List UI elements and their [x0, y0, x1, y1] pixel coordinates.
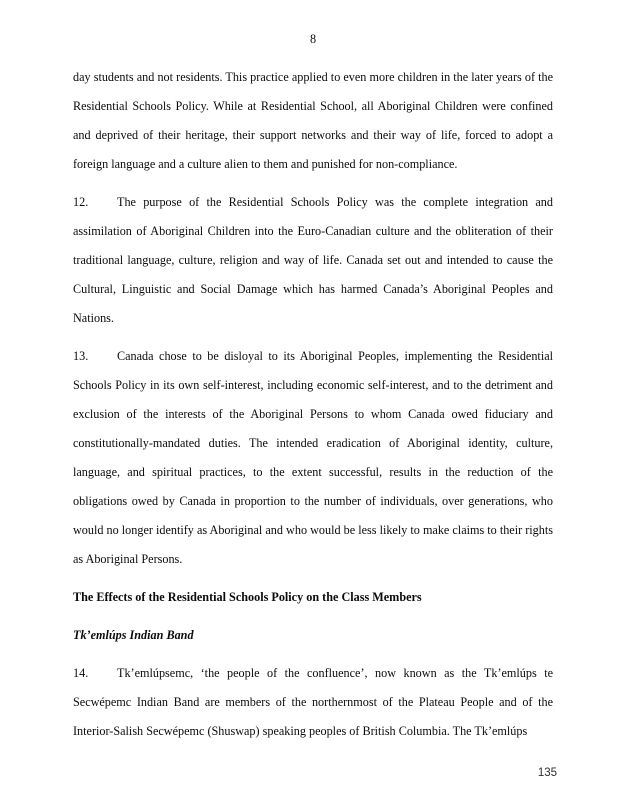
paragraph-12-number: 12.: [73, 195, 89, 209]
paragraph-14-number: 14.: [73, 666, 89, 680]
paragraph-text: day students and not residents. This practice applied to even more children in the later years of the Residential Schools Policy. While at Residential School, all Aboriginal Children were confined and deprived of their heritage, their support networks and their way of life, forced to adopt a foreign language and a culture alien to them and punished for non-compliance.: [73, 70, 553, 171]
paragraph-14: [73, 659, 553, 746]
page-content: [73, 30, 553, 755]
footer-page-number: 135: [537, 767, 557, 779]
subsection-heading-tkemlups: Tk’emlúps Indian Band: [73, 628, 194, 642]
paragraph-12-text: The purpose of the Residential Schools Policy was the complete integration and assimilation of Aboriginal Children into the Euro-Canadian culture and the obliteration of their traditional language, culture, religion and way of life. Canada set out and intended to cause the Cultural, Linguistic and Social Damage which has harmed Canada’s Aboriginal Peoples and Nations.: [73, 195, 553, 325]
paragraph-13-number: 13.: [73, 349, 89, 363]
section-heading-effects: The Effects of the Residential Schools Policy on the Class Members: [73, 590, 422, 604]
paragraph-13: [73, 342, 553, 574]
paragraph-14-text: Tk’emlúpsemc, ‘the people of the confluence’, now known as the Tk’emlúps te Secwépemc Indian Band are members of the northernmost of the Plateau People and of the Interior-Salish Secwépemc (Shuswap) speaking peoples of British Columbia. The Tk’emlúps: [73, 666, 553, 738]
paragraph-13-text: Canada chose to be disloyal to its Aboriginal Peoples, implementing the Residential Schools Policy in its own self-interest, including economic self-interest, and to the detriment and exclusion of the interests of the Aboriginal Persons to whom Canada owed fiduciary and constitutionally-mandated duties. The intended eradication of Aboriginal identity, culture, language, and spiritual practices, to the extent successful, results in the reduction of the obligations owed by Canada in proportion to the number of individuals, over generations, who would no longer identify as Aboriginal and who would be less likely to make claims to their rights as Aboriginal Persons.: [73, 349, 553, 566]
header-page-number: 8: [309, 32, 317, 46]
paragraph-continuation: [73, 63, 553, 179]
paragraph-12: [73, 188, 553, 333]
